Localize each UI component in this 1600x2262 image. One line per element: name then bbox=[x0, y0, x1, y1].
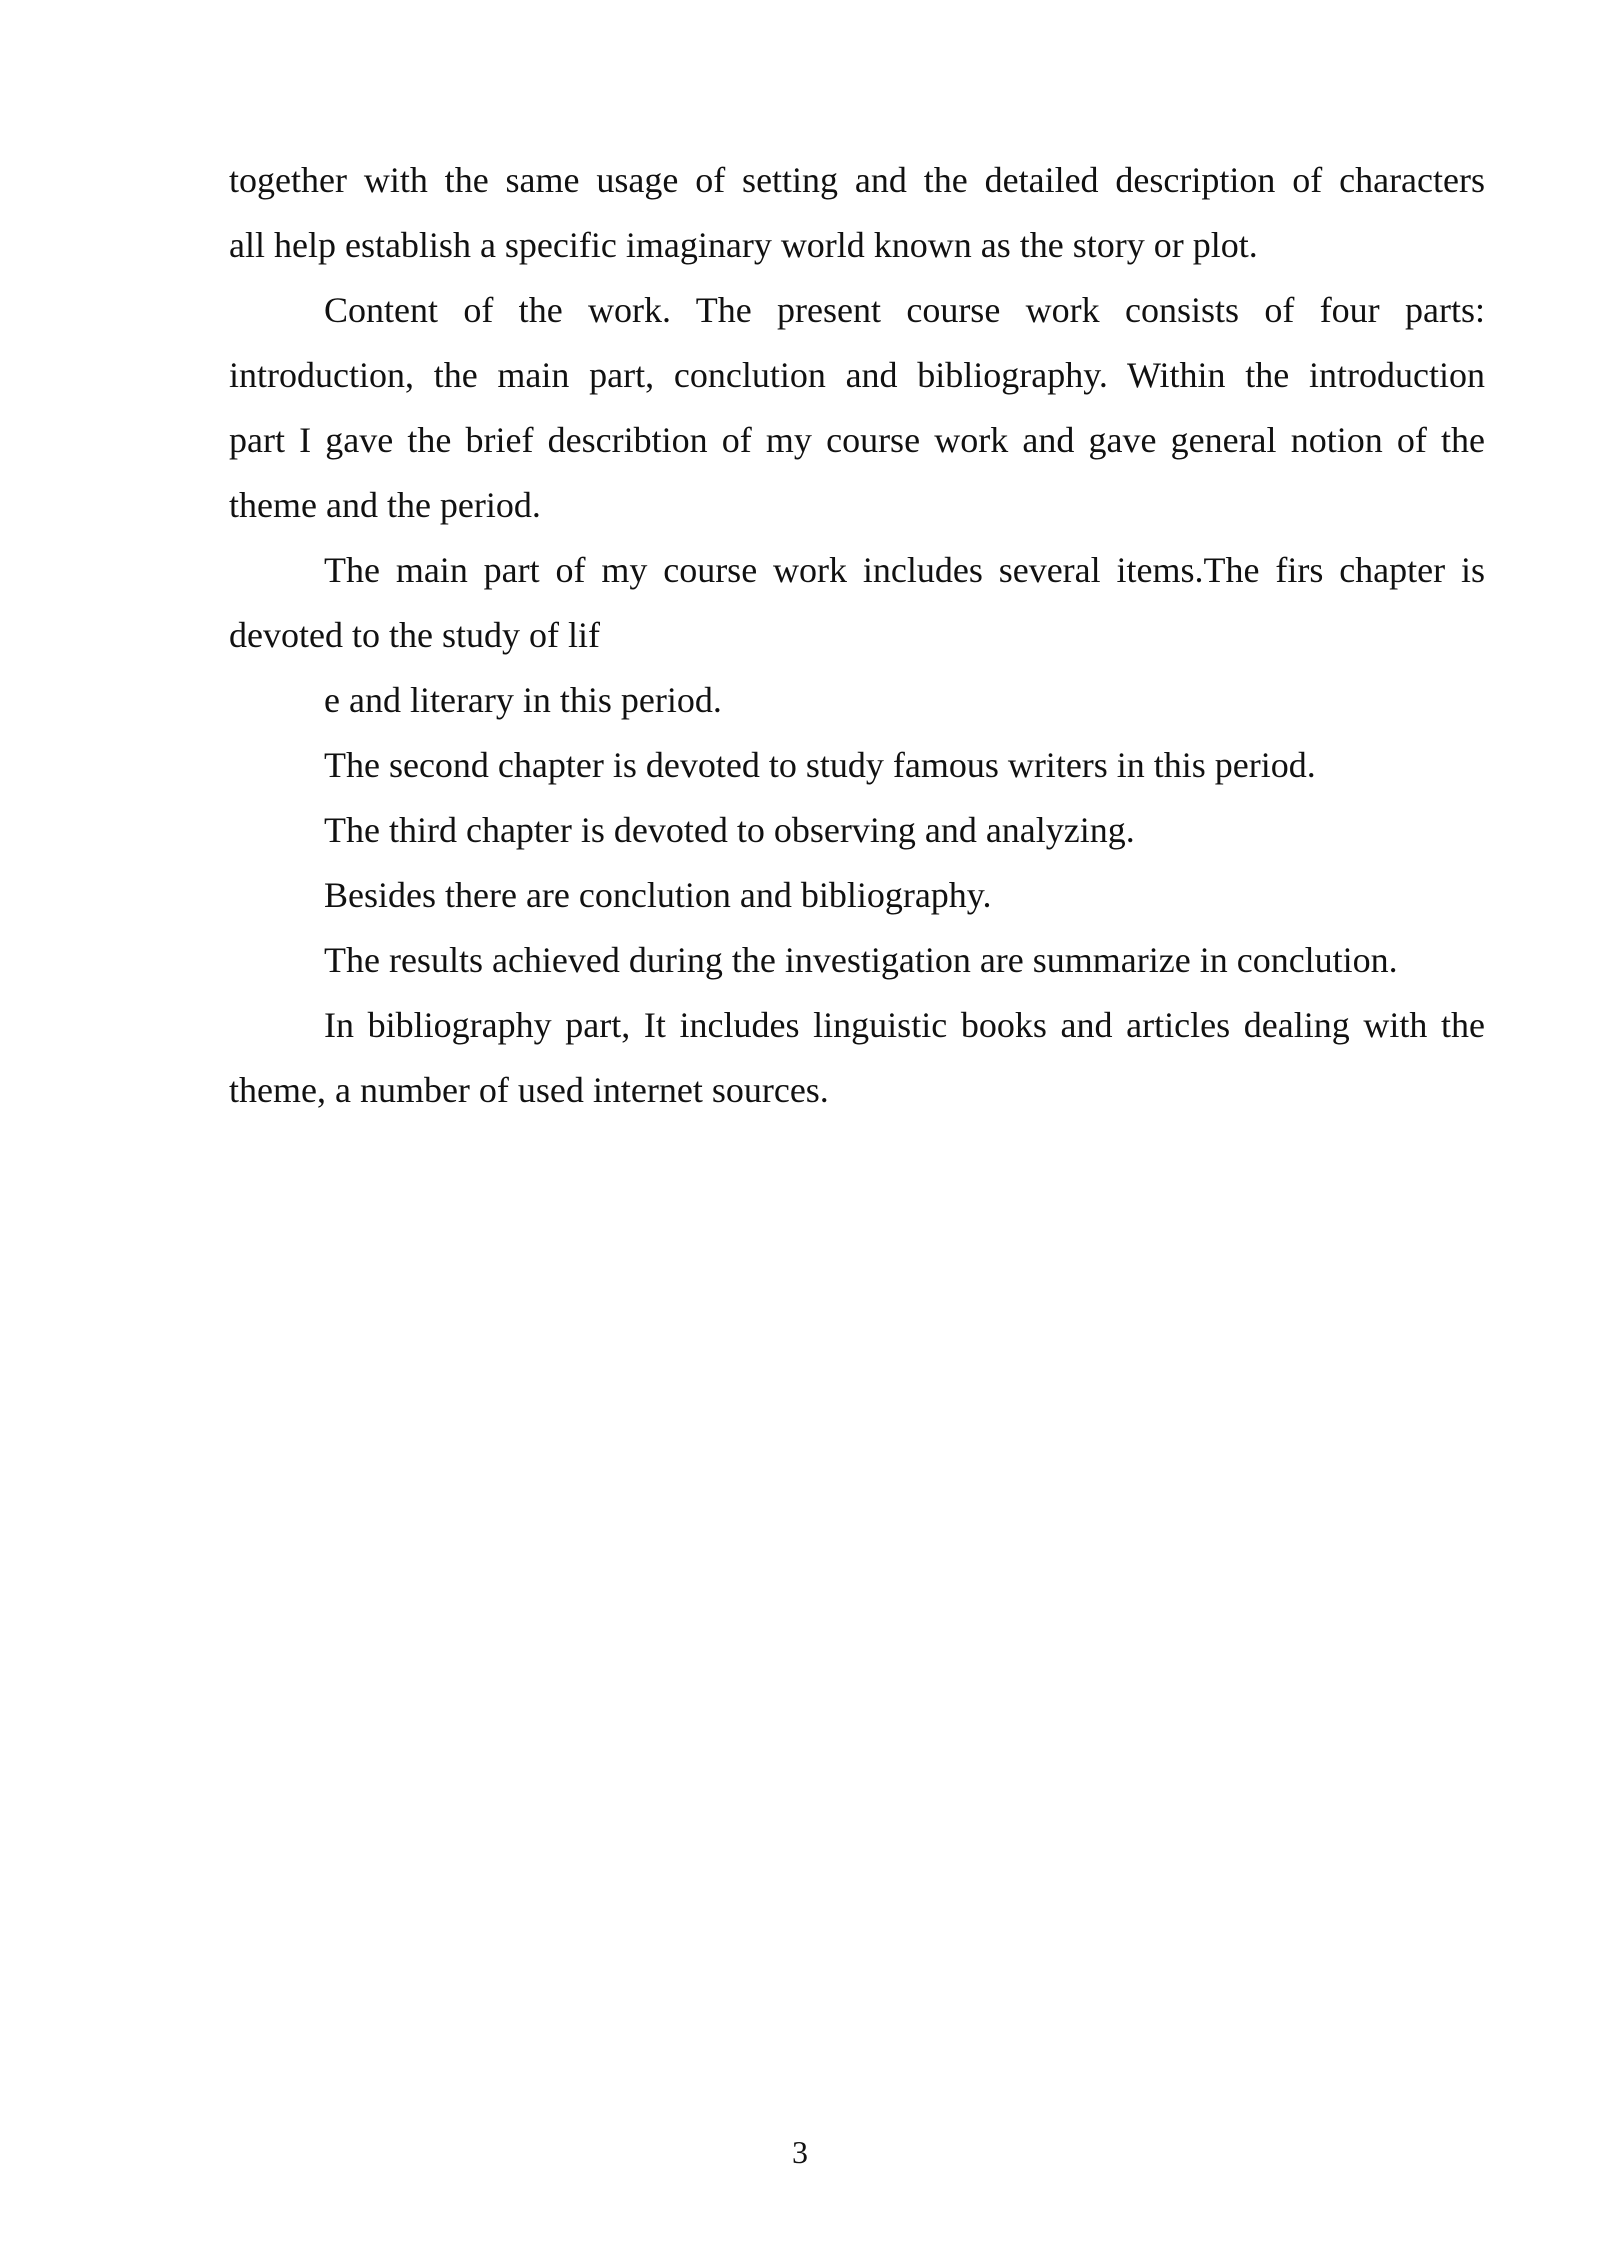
text-line: The third chapter is devoted to observing and analyzing. bbox=[324, 810, 1135, 850]
text-line: introduction, the main part, conclution and bibliography. Within the introduction bbox=[229, 355, 1485, 395]
body-text bbox=[229, 148, 1485, 1123]
text-line: devoted to the study of lif bbox=[229, 615, 600, 655]
text-line: together with the same usage of setting and the detailed description of characters bbox=[229, 160, 1485, 200]
text-line: The results achieved during the investigation are summarize in conclution. bbox=[324, 940, 1398, 980]
text-line: The main part of my course work includes several items.The firs chapter is bbox=[324, 550, 1485, 590]
text-line: Content of the work. The present course work consists of four parts: bbox=[324, 290, 1485, 330]
text-line: In bibliography part, It includes linguistic books and articles dealing with the bbox=[324, 1005, 1485, 1045]
text-line: Besides there are conclution and bibliography. bbox=[324, 875, 992, 915]
text-line: The second chapter is devoted to study famous writers in this period. bbox=[324, 745, 1316, 785]
page-number: 3 bbox=[792, 2134, 808, 2170]
text-line: theme, a number of used internet sources. bbox=[229, 1070, 829, 1110]
text-line: theme and the period. bbox=[229, 485, 541, 525]
text-line: all help establish a specific imaginary world known as the story or plot. bbox=[229, 225, 1258, 265]
text-line: e and literary in this period. bbox=[324, 680, 722, 720]
text-line: part I gave the brief describtion of my course work and gave general notion of the bbox=[229, 420, 1485, 460]
